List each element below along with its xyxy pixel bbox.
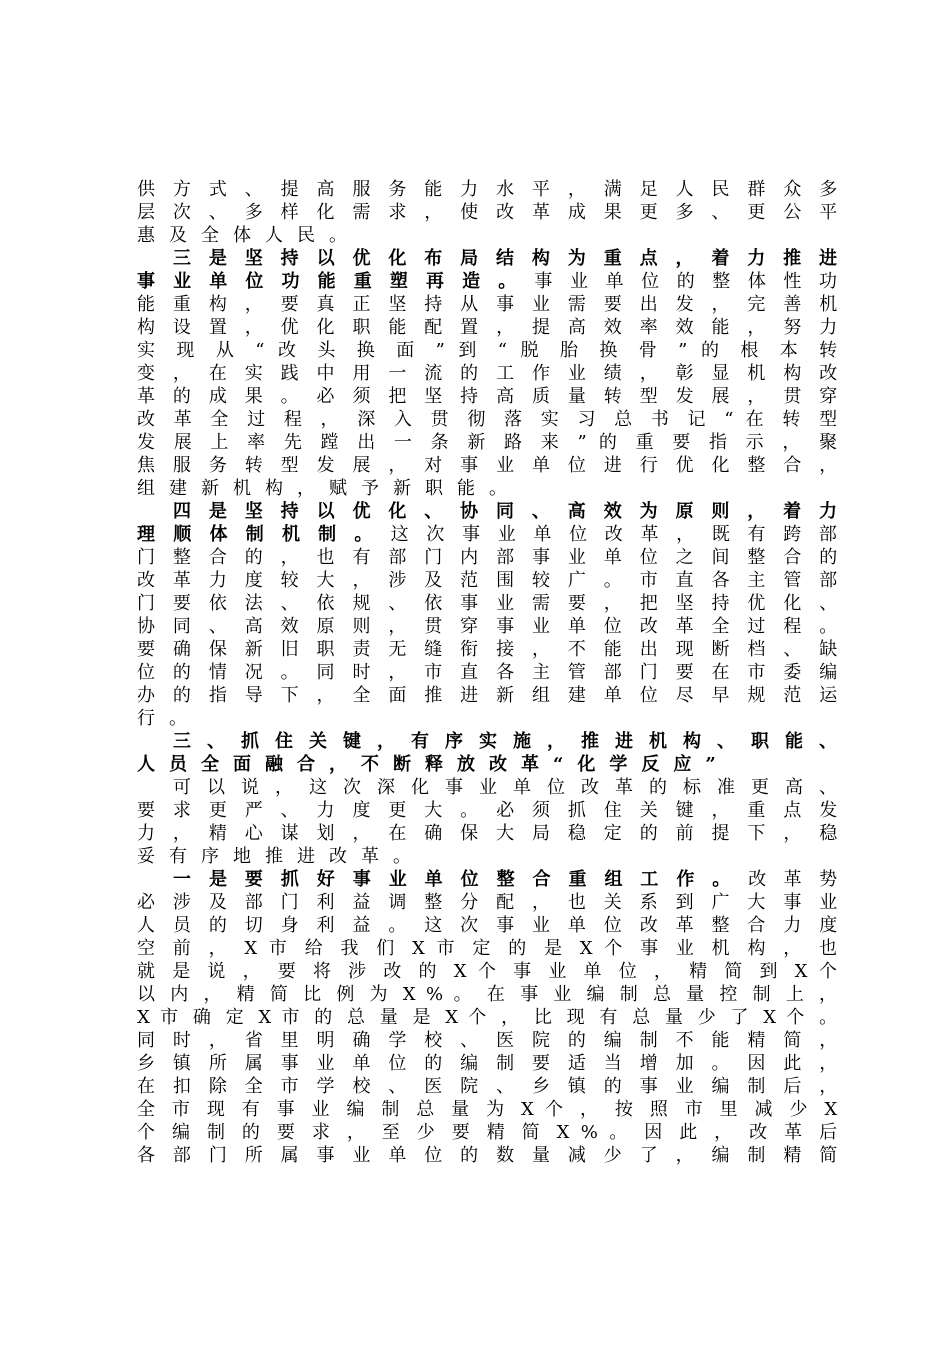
bold-heading-text: 四 是 坚 持 以 优 化 、 协 同 、 高 效 为 原 则 ， 着 力 (173, 501, 838, 522)
text-line (137, 1075, 837, 1098)
body-text: 组建新机构，赋予新职能。 (137, 478, 521, 499)
body-text: 协 同 、 高 效 原 则 ， 贯 穿 事 业 单 位 改 革 全 过 程 。 (137, 616, 838, 637)
document-body (137, 178, 837, 1167)
text-line (137, 247, 837, 270)
text-line (137, 431, 837, 454)
text-line (137, 316, 837, 339)
body-text: 空 前 ， X 市 给 我 们 X 市 定 的 是 X 个 事 业 机 构 ， 也 (137, 938, 838, 959)
body-text: 改 革 力 度 较 大 ， 涉 及 范 围 较 广 。 市 直 各 主 管 部 (137, 570, 838, 591)
body-text: 人 员 的 切 身 利 益 。 这 次 事 业 单 位 改 革 整 合 力 度 (137, 915, 838, 936)
body-text: 以 内 ， 精 简 比 例 为 X % 。 在 事 业 编 制 总 量 控 制 上 ， (137, 984, 838, 1005)
text-line (137, 178, 837, 201)
body-text: 力 ， 精 心 谋 划 ， 在 确 保 大 局 稳 定 的 前 提 下 ， 稳 (137, 823, 838, 844)
text-line (137, 408, 837, 431)
body-text: 焦 服 务 转 型 发 展 ， 对 事 业 单 位 进 行 优 化 整 合 ， (137, 455, 838, 476)
text-line (137, 201, 837, 224)
body-text: X 市 确 定 X 市 的 总 量 是 X 个 ， 比 现 有 总 量 少 了 X 个 。 (137, 1007, 838, 1028)
body-text: 妥有序地推进改革。 (137, 846, 425, 867)
text-line (137, 1121, 837, 1144)
body-text: 门 要 依 法 、 依 规 、 依 事 业 需 要 ， 把 坚 持 优 化 、 (137, 593, 838, 614)
body-text: 门 整 合 的 ， 也 有 部 门 内 部 事 业 单 位 之 间 整 合 的 (137, 547, 838, 568)
body-text: 要 求 更 严 、 力 度 更 大 。 必 须 抓 住 关 键 ， 重 点 发 (137, 800, 838, 821)
text-line (137, 799, 837, 822)
text-line (137, 1144, 837, 1167)
text-line (137, 546, 837, 569)
body-text: 要 确 保 新 旧 职 责 无 缝 衔 接 ， 不 能 出 现 断 档 、 缺 (137, 639, 838, 660)
text-line (137, 454, 837, 477)
text-line (137, 523, 837, 546)
text-line (137, 592, 837, 615)
body-text: 行。 (137, 708, 201, 729)
text-line (137, 684, 837, 707)
text-line (137, 1052, 837, 1075)
bold-heading-text: 人员全面融合，不断释放改革“化学反应” (137, 754, 730, 775)
text-line (137, 822, 837, 845)
text-line (137, 914, 837, 937)
text-line (137, 776, 837, 799)
body-text: 各 部 门 所 属 事 业 单 位 的 数 量 减 少 了 ， 编 制 精 简 (137, 1145, 838, 1166)
text-line (137, 569, 837, 592)
text-line (137, 1029, 837, 1052)
text-line (137, 960, 837, 983)
body-text: 个 编 制 的 要 求 ， 至 少 要 精 简 X % 。 因 此 ， 改 革 后 (137, 1122, 838, 1143)
text-line (137, 845, 837, 868)
text-line (137, 362, 837, 385)
body-text: 必 涉 及 部 门 利 益 调 整 分 配 ， 也 关 系 到 广 大 事 业 (137, 892, 838, 913)
body-text: 事 业 单 位 的 整 体 性 功 (534, 271, 837, 292)
bold-heading-text: 事 业 单 位 功 能 重 塑 再 造 。 (137, 271, 523, 292)
bold-heading-text: 三 是 坚 持 以 优 化 布 局 结 构 为 重 点 ， 着 力 推 进 (173, 248, 838, 269)
body-text: 同 时 ， 省 里 明 确 学 校 、 医 院 的 编 制 不 能 精 简 ， (137, 1030, 838, 1051)
text-line (137, 661, 837, 684)
text-line (137, 868, 837, 891)
body-text: 层 次 、 多 样 化 需 求 ， 使 改 革 成 果 更 多 、 更 公 平 (137, 202, 838, 223)
text-line (137, 707, 837, 730)
body-text: 惠及全体人民。 (137, 225, 361, 246)
text-line (137, 615, 837, 638)
body-text: 这 次 事 业 单 位 改 革 ， 既 有 跨 部 (390, 524, 837, 545)
bold-heading-text: 三 、 抓 住 关 键 ， 有 序 实 施 ， 推 进 机 构 、 职 能 、 (173, 731, 837, 752)
text-line (137, 1006, 837, 1029)
body-text: 实 现 从 “ 改 头 换 面 ” 到 “ 脱 胎 换 骨 ” 的 根 本 转 (137, 340, 838, 361)
text-line (137, 937, 837, 960)
body-text: 就 是 说 ， 要 将 涉 改 的 X 个 事 业 单 位 ， 精 简 到 X 个 (137, 961, 837, 982)
body-text: 位 的 情 况 。 同 时 ， 市 直 各 主 管 部 门 要 在 市 委 编 (137, 662, 838, 683)
text-line (137, 753, 837, 776)
text-line (137, 638, 837, 661)
text-line (137, 339, 837, 362)
text-line (137, 224, 837, 247)
text-line (137, 1098, 837, 1121)
body-text: 构 设 置 ， 优 化 职 能 配 置 ， 提 高 效 率 效 能 ， 努 力 (137, 317, 838, 338)
text-line (137, 477, 837, 500)
text-line (137, 983, 837, 1006)
body-text: 发 展 上 率 先 蹚 出 一 条 新 路 来 ” 的 重 要 指 示 ， 聚 (137, 432, 838, 453)
body-text: 改 革 势 (748, 869, 838, 890)
body-text: 全 市 现 有 事 业 编 制 总 量 为 X 个 ， 按 照 市 里 减 少 X (137, 1099, 838, 1120)
body-text: 供 方 式 、 提 高 服 务 能 力 水 平 ， 满 足 人 民 群 众 多 (137, 179, 838, 200)
body-text: 能 重 构 ， 要 真 正 坚 持 从 事 业 需 要 出 发 ， 完 善 机 (137, 294, 838, 315)
text-line (137, 270, 837, 293)
body-text: 可 以 说 ， 这 次 深 化 事 业 单 位 改 革 的 标 准 更 高 、 (173, 777, 837, 798)
bold-heading-text: 理 顺 体 制 机 制 。 (137, 524, 379, 545)
text-line (137, 730, 837, 753)
body-text: 变 ， 在 实 践 中 用 一 流 的 工 作 业 绩 ， 彰 显 机 构 改 (137, 363, 838, 384)
text-line (137, 891, 837, 914)
text-line (137, 293, 837, 316)
text-line (137, 500, 837, 523)
bold-heading-text: 一 是 要 抓 好 事 业 单 位 整 合 重 组 工 作 。 (173, 869, 737, 890)
body-text: 办 的 指 导 下 ， 全 面 推 进 新 组 建 单 位 尽 早 规 范 运 (137, 685, 838, 706)
text-line (137, 385, 837, 408)
body-text: 革 的 成 果 。 必 须 把 坚 持 高 质 量 转 型 发 展 ， 贯 穿 (137, 386, 838, 407)
body-text: 在 扣 除 全 市 学 校 、 医 院 、 乡 镇 的 事 业 编 制 后 ， (137, 1076, 838, 1097)
body-text: 改 革 全 过 程 ， 深 入 贯 彻 落 实 习 总 书 记 “ 在 转 型 (137, 409, 838, 430)
body-text: 乡 镇 所 属 事 业 单 位 的 编 制 要 适 当 增 加 。 因 此 ， (137, 1053, 838, 1074)
